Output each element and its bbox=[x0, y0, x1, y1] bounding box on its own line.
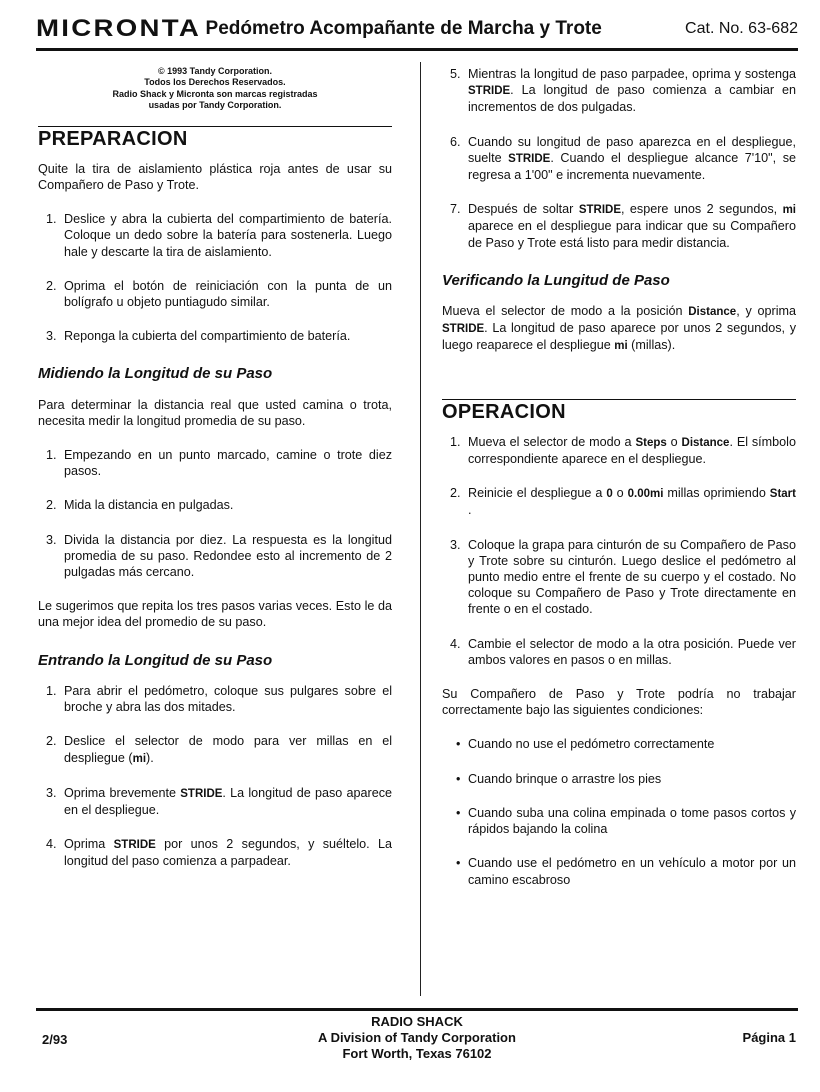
left-column bbox=[38, 66, 392, 870]
bullet: • bbox=[456, 771, 461, 786]
copyright-line: usadas por Tandy Corporation. bbox=[148, 100, 282, 111]
list-item: 2. Deslice el selector de modo para ver millas en el despliegue (mi). bbox=[46, 734, 392, 765]
bullet: • bbox=[456, 856, 461, 871]
midiendo-intro: Para determinar la distancia real que usted camina o trota, necesita medir la longitud promedia de su paso. bbox=[38, 397, 392, 428]
operacion-steps bbox=[442, 434, 796, 668]
keyword: 0.00mi bbox=[627, 488, 664, 501]
verificando-paragraph: Mueva el selector de modo a la posición Distance, y oprima STRIDE. La longitud de paso aparece por unos 2 segundos, y luego reaparece el despliegue mi (millas). bbox=[442, 304, 796, 353]
brand-logo: MICRONTA bbox=[36, 15, 202, 42]
midiendo-steps bbox=[38, 447, 392, 580]
header-rule bbox=[36, 48, 798, 51]
keyword: Steps bbox=[635, 436, 667, 449]
keyword: mi bbox=[614, 340, 628, 353]
section-rule bbox=[442, 399, 796, 400]
list-item: 2. Reinicie el despliegue a 0 o 0.00mi millas oprimiendo Start . bbox=[450, 486, 796, 518]
keyword: STRIDE bbox=[113, 839, 156, 852]
keyword: STRIDE bbox=[180, 787, 223, 800]
list-item: • Cuando suba una colina empinada o tome pasos cortos y rápidos bajando la colina bbox=[456, 805, 796, 837]
section-heading-entrando: Entrando la Longitud de su Paso bbox=[38, 651, 273, 669]
page-number: Página 1 bbox=[742, 1030, 796, 1045]
keyword: mi bbox=[782, 204, 796, 217]
list-item: 3. Divida la distancia por diez. La respuesta es la longitud promedia de su paso. Redondee esto al incremento de 2 pulgadas más cercano. bbox=[46, 532, 392, 580]
preparacion-intro: Quite la tira de aislamiento plástica roja antes de usar su Compañero de Paso y Trote. bbox=[38, 161, 392, 193]
bullet: • bbox=[456, 737, 461, 752]
keyword: STRIDE bbox=[508, 152, 551, 165]
entrando-steps-continued bbox=[442, 66, 796, 251]
copyright-line: © 1993 Tandy Corporation. bbox=[158, 66, 272, 76]
list-item: 3. Coloque la grapa para cinturón de su Compañero de Paso y Trote sobre su cinturón. Luego deslice el pedómetro al punto medio entre el frente de su cuerpo y el costado. No coloque su Compañero de Paso y Trote directamente en frente o en el costado. bbox=[450, 537, 796, 617]
keyword: Distance bbox=[681, 436, 730, 449]
section-heading-midiendo: Midiendo la Longitud de su Paso bbox=[38, 365, 273, 383]
section-heading-operacion: OPERACION bbox=[442, 400, 566, 423]
keyword: Start bbox=[769, 488, 796, 501]
keyword: 0 bbox=[606, 488, 613, 501]
right-column bbox=[442, 66, 796, 888]
list-item: 1. Mueva el selector de modo a Steps o Distance. El símbolo correspondiente aparece en el despliegue. bbox=[450, 434, 796, 467]
keyword: STRIDE bbox=[442, 323, 485, 336]
bullet: • bbox=[456, 805, 461, 820]
list-item: 6. Cuando su longitud de paso aparezca en el despliegue, suelte STRIDE. Cuando el despliegue alcance 7'10", se regresa a 1'00" e incrementa nuevamente. bbox=[450, 134, 796, 183]
list-item: 5. Mientras la longitud de paso parpadee, oprima y sostenga STRIDE. La longitud de paso comienza a cambiar en incrementos de dos pulgadas. bbox=[450, 67, 796, 115]
section-rule bbox=[38, 126, 392, 127]
conditions-list bbox=[442, 736, 796, 887]
page-header bbox=[36, 14, 798, 44]
list-item: 4. Cambie el selector de modo a la otra posición. Puede ver ambos valores en pasos o en millas. bbox=[450, 636, 796, 667]
section-heading-preparacion: PREPARACION bbox=[38, 127, 188, 150]
list-item: 2. Oprima el botón de reiniciación con la punta de un bolígrafo u objeto puntiagudo similar. bbox=[46, 278, 392, 310]
column-divider bbox=[420, 62, 421, 996]
list-item: 2. Mida la distancia en pulgadas. bbox=[46, 498, 234, 513]
preparacion-steps bbox=[38, 211, 392, 344]
section-heading-verificando: Verificando la Lungitud de Paso bbox=[442, 271, 670, 289]
keyword: STRIDE bbox=[578, 204, 621, 217]
footer-rule bbox=[36, 1008, 798, 1011]
company-address bbox=[36, 1014, 798, 1062]
catalog-number: Cat. No. 63-682 bbox=[685, 20, 798, 37]
midiendo-note: Le sugerimos que repita los tres pasos varias veces. Esto le da una mejor idea del promedio de su paso. bbox=[38, 599, 392, 630]
list-item: 4. Oprima STRIDE por unos 2 segundos, y suéltelo. La longitud del paso comienza a parpadear. bbox=[46, 837, 392, 869]
print-date: 2/93 bbox=[42, 1032, 68, 1047]
company-line: Fort Worth, Texas 76102 bbox=[342, 1046, 492, 1061]
list-item: 1. Deslice y abra la cubierta del compartimiento de batería. Coloque un dedo sobre la batería para sostenerla. Luego hale y descarte la tira de aislamiento. bbox=[46, 212, 392, 259]
list-item: • Cuando use el pedómetro en un vehículo a motor por un camino escabroso bbox=[456, 856, 796, 887]
list-item: 7. Después de soltar STRIDE, espere unos 2 segundos, mi aparece en el despliegue para indicar que su Compañero de Paso y Trote está listo para medir distancia. bbox=[450, 202, 796, 250]
copyright-line: Todos los Derechos Reservados. bbox=[144, 77, 286, 88]
company-line: RADIO SHACK bbox=[371, 1014, 463, 1029]
list-item: • Cuando brinque o arrastre los pies bbox=[456, 771, 662, 786]
company-line: A Division of Tandy Corporation bbox=[318, 1030, 516, 1045]
list-item: • Cuando no use el pedómetro correctamente bbox=[456, 737, 715, 752]
conditions-intro: Su Compañero de Paso y Trote podría no trabajar correctamente bajo las siguientes condiciones: bbox=[442, 687, 796, 718]
page-footer bbox=[36, 1012, 798, 1068]
entrando-steps bbox=[38, 683, 392, 870]
keyword: Distance bbox=[688, 306, 737, 319]
list-item: 3. Reponga la cubierta del compartimiento de batería. bbox=[46, 329, 351, 344]
list-item: 1. Para abrir el pedómetro, coloque sus pulgares sobre el broche y abra las dos mitades. bbox=[46, 683, 392, 715]
copyright-notice bbox=[38, 66, 392, 112]
list-item: 3. Oprima brevemente STRIDE. La longitud de paso aparece en el despliegue. bbox=[46, 785, 392, 817]
copyright-line: Radio Shack y Micronta son marcas registradas bbox=[112, 88, 318, 99]
keyword: STRIDE bbox=[468, 85, 511, 98]
list-item: 1. Empezando en un punto marcado, camine o trote diez pasos. bbox=[46, 448, 392, 479]
document-title: Pedómetro Acompañante de Marcha y Trote bbox=[205, 18, 602, 39]
keyword: mi bbox=[132, 752, 147, 765]
